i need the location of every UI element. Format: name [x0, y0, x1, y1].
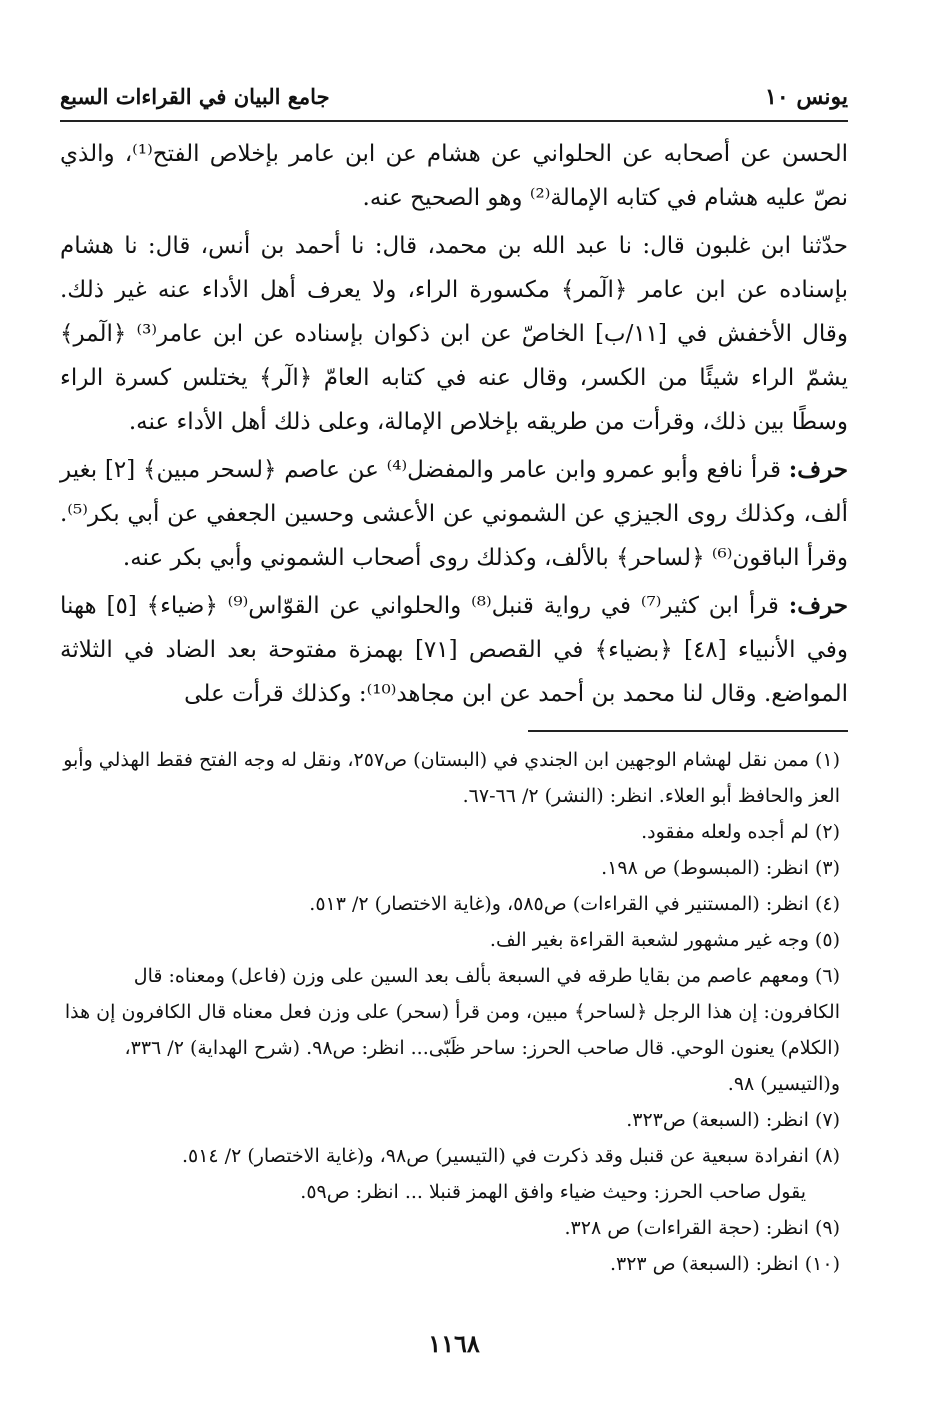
paragraph-3: [60, 448, 848, 580]
footnote: (٥) وجه غير مشهور لشعبة القراءة بغير الف.: [489, 929, 840, 951]
footnote-separator: [528, 730, 848, 732]
main-text: [60, 132, 848, 716]
paragraph-1: الحسن عن أصحابه عن الحلواني عن هشام عن ابن عامر بإخلاص الفتح⁽¹⁾، والذي نصّ عليه هشام في كتابه الإمالة⁽²⁾ وهو الصحيح عنه.: [60, 141, 848, 211]
footnote: (٩) انظر: (حجة القراءات) ص ٣٢٨.: [564, 1217, 840, 1239]
footnote-continuation: يقول صاحب الحرز: وحيث ضياء وافق الهمز قنبلا ... انظر: ص٥٩.: [300, 1181, 806, 1203]
footnote: (٣) انظر: (المبسوط) ص ١٩٨.: [601, 857, 840, 879]
page-number: ١١٦٨: [428, 1329, 480, 1358]
harf-label: حرف:: [788, 592, 849, 619]
paragraph-2: حدّثنا ابن غلبون قال: نا عبد الله بن محمد، قال: نا أحمد بن أنس، قال: نا هشام بإسناده عن ابن عامر ﴿الٓمر﴾ مكسورة الراء، ولا يعرف أهل الأداء عنه غير ذلك. وقال الأخفش في [١١/ب] الخاصّ عن ابن ذكوان بإسناده عن ابن عامر⁽³⁾ ﴿الٓمر﴾ يشمّ الراء شيئًا من الكسر، وقال عنه في كتابه العامّ ﴿الٓر﴾ يختلس كسرة الراء وسطًا بين ذلك، وقرأت من طريقه بإخلاص الإمالة، وعلى ذلك أهل الأداء عنه.: [60, 233, 848, 435]
running-header: [60, 78, 848, 122]
footnote: (٤) انظر: (المستنير في القراءات) ص٥٨٥، و(غاية الاختصار) ٢/ ٥١٣.: [309, 893, 840, 915]
harf-label: حرف:: [788, 456, 848, 483]
chapter-heading: يونس ١٠: [765, 84, 848, 110]
book-title: جامع البيان في القراءات السبع: [60, 84, 330, 109]
footnote: (٦) ومعهم عاصم من بقايا طرقه في السبعة بألف بعد السين على وزن (فاعل) ومعناه: قال الكافرون: إن هذا الرجل ﴿لساحر﴾ مبين، ومن قرأ (سحر) على وزن فعل معناه قال الكافرون إن هذا (الكلام) يعنون الوحي. قال صاحب الحرز: ساحر ظَبّى... انظر: ص٩٨. (شرح الهداية) ٢/ ٣٣٦، و(التيسير) ٩٨.: [64, 965, 840, 1095]
footnote: (١) ممن نقل لهشام الوجهين ابن الجندي في (البستان) ص٢٥٧، ونقل له وجه الفتح فقط الهذلي وأبو العز والحافظ أبو العلاء. انظر: (النشر) ٢/ ٦٦-٦٧.: [63, 749, 840, 807]
footnote: (٢) لم أجده ولعله مفقود.: [641, 821, 840, 843]
paragraph-3-text: قرأ نافع وأبو عمرو وابن عامر والمفضل⁽⁴⁾ عن عاصم ﴿لسحر مبين﴾ [٢] بغير ألف، وكذلك روى الجيزي عن الشموني عن الأعشى وحسين الجعفي عن أبي بكر⁽⁵⁾. وقرأ الباقون⁽⁶⁾ ﴿لساحر﴾ بالألف، وكذلك روى أصحاب الشموني وأبي بكر عنه.: [60, 457, 848, 571]
footnote: (١٠) انظر: (السبعة) ص ٣٢٣.: [609, 1253, 840, 1275]
footnote: (٨) انفرادة سبعية عن قنبل وقد ذكرت في (التيسير) ص٩٨، و(غاية الاختصار) ٢/ ٥١٤.: [181, 1145, 840, 1167]
document-page: [60, 78, 848, 1378]
footnotes: [60, 742, 848, 1282]
paragraph-4: [60, 584, 848, 716]
paragraph-4-text: قرأ ابن كثير⁽⁷⁾ في رواية قنبل⁽⁸⁾ والحلواني عن القوّاس⁽⁹⁾ ﴿ضياء﴾ [٥] ههنا وفي الأنبياء [٤٨] ﴿بضياء﴾ في القصص [٧١] بهمزة مفتوحة بعد الضاد في الثلاثة المواضع. وقال لنا محمد بن أحمد عن ابن مجاهد⁽¹⁰⁾: وكذلك قرأت على: [60, 593, 849, 707]
footnote: (٧) انظر: (السبعة) ص٣٢٣.: [626, 1109, 840, 1131]
